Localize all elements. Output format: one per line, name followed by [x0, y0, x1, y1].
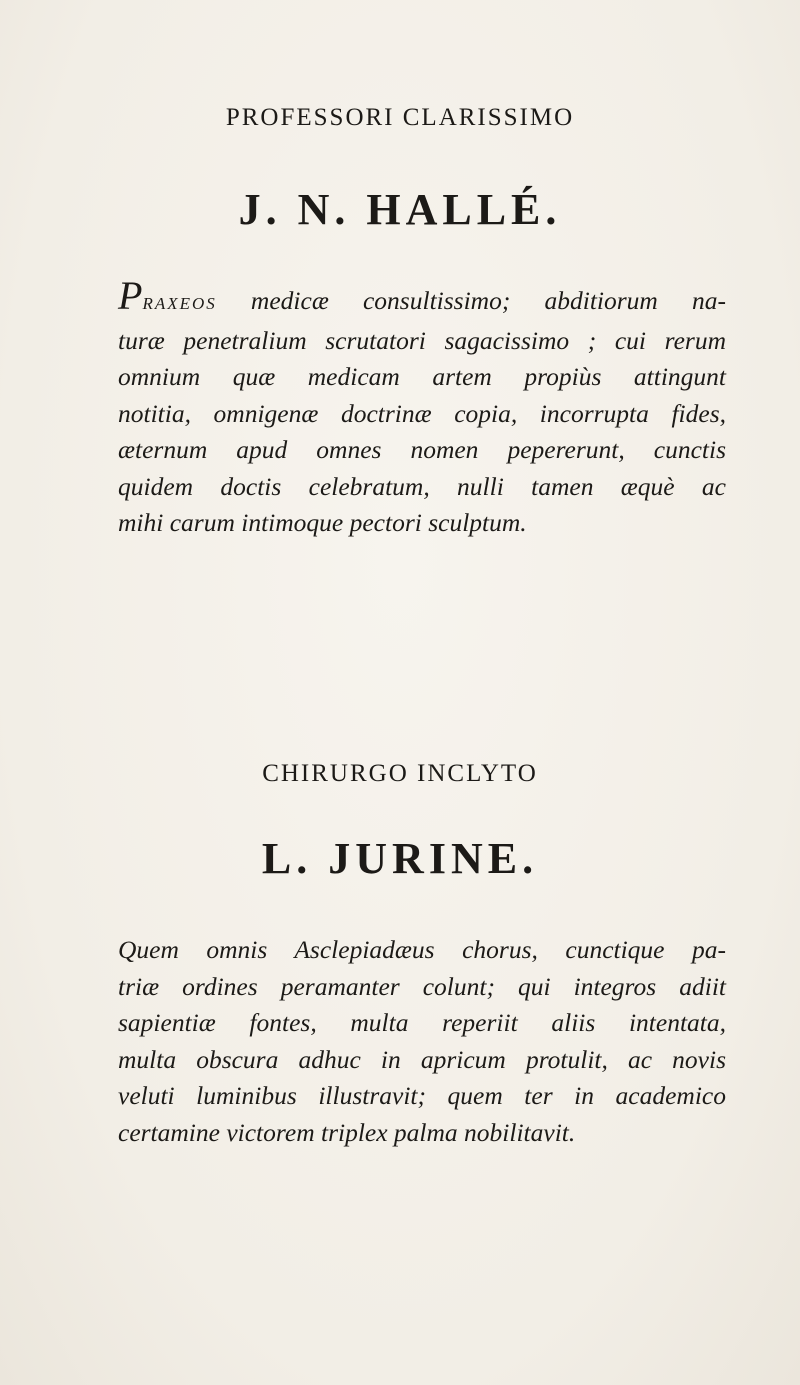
dedicatee-name-2: L. JURINE.: [261, 834, 539, 883]
dedication-paragraph-1: [118, 273, 726, 542]
paragraph-2-line: sapientiæ fontes, multa reperiit aliis intentata,: [118, 1008, 726, 1037]
dedication-title-1: PROFESSORI CLARISSIMO: [225, 104, 575, 131]
paragraph-2-line: triæ ordines peramanter colunt; qui integros adiit: [118, 971, 726, 1001]
dedication-title-2: CHIRURGO INCLYTO: [262, 760, 538, 787]
line-text: medicæ consultissimo; abditiorum na-: [216, 286, 726, 315]
paragraph-1-line: quidem doctis celebratum, nulli tamen æquè ac: [118, 471, 726, 501]
paragraph-2-line: multa obscura adhuc in apricum protulit, ac novis: [118, 1044, 726, 1074]
paragraph-2-line: veluti luminibus illustravit; quem ter in academico: [118, 1081, 726, 1110]
paragraph-2-line: certamine victorem triplex palma nobilitavit.: [118, 1117, 576, 1147]
paragraph-2-line: Quem omnis Asclepiadæus chorus, cunctique pa-: [118, 935, 726, 964]
dedicatee-name-1: J. N. HALLÉ.: [238, 185, 562, 234]
drop-cap: P: [118, 273, 143, 318]
first-word-rest: RAXEOS: [142, 294, 217, 313]
paragraph-1-line: æternum apud omnes nomen pepererunt, cunctis: [118, 435, 726, 464]
dedication-paragraph-2: [118, 932, 726, 1151]
paragraph-1-line: omnium quæ medicam artem propiùs attingunt: [118, 362, 726, 391]
paragraph-1-line: notitia, omnigenæ doctrinæ copia, incorrupta fides,: [118, 398, 726, 428]
paragraph-1-line: mihi carum intimoque pectori sculptum.: [118, 508, 527, 537]
paragraph-1-line: [118, 273, 726, 323]
paragraph-1-line: turæ penetralium scrutatori sagacissimo ; cui rerum: [118, 325, 726, 355]
